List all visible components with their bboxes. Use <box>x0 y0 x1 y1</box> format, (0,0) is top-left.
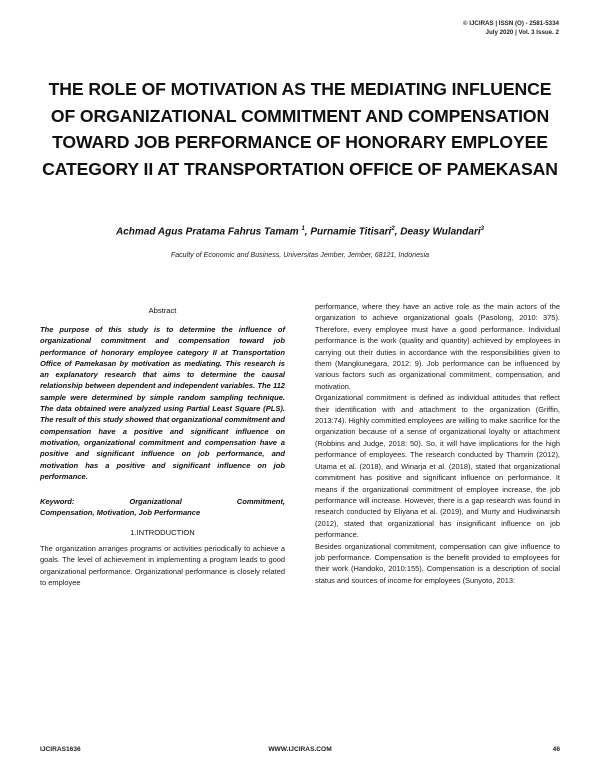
paragraph: The organization arranges programs or activities periodically to achieve a goals. The level of achievement in implementing a program leads to good organizational performance. Organizational performance is closely related to employee <box>40 543 285 587</box>
keyword-item: Commitment, <box>236 497 285 507</box>
author-name: Achmad Agus Pratama Fahrus Tamam <box>116 226 302 238</box>
author-list <box>40 226 560 237</box>
paragraph: Besides organizational commitment, compensation can give influence to job performance. Compensation is the benefit provided to employees for their work (Handoko, 2010:155). Compensation is a description of social status and sources of income for employees (Sunyoto, 2013: <box>315 541 560 585</box>
page-number: 46 <box>552 746 560 753</box>
keywords-label: Keyword: <box>40 497 75 507</box>
footer-website: WWW.IJCIRAS.COM <box>268 746 332 753</box>
journal-issue: July 2020 | Vol. 3 Issue. 2 <box>485 29 559 36</box>
paragraph: Organizational commitment is defined as individual attitudes that reflect their identification with and attachment to the organization (Griffin, 2013:74). Highly committed employees are willing to make sacrifice for the organization because of a sense of organizational loyalty or attachment (Robbins and Judge, 2018: 50). So, it will have implications for the high performance of employees. The research conducted by Thamrin (2012), Utama et al. (2018), and Winarja et al. (2018), stated that organizational commitment has positive and significant influence on performance. It means if the organizational commitment of employee increase, the job performance will increase. However, there is a gap research was found in research conducted by Eliyana et al. (2019), and Murty and Hudiwinarsih (2012), stated that organizational has insignificant influence on job performance. <box>315 393 560 540</box>
author-affiliation-mark: 2 <box>391 226 395 232</box>
keyword-item: Organizational <box>129 497 182 507</box>
abstract-text: The purpose of this study is to determine the influence of organizational commitment and compensation toward job performance of honorary employee category II at Transportation Office of Pamekasan by motivation as mediating. This research is an explanatory research that aims to determine the causal relationship between dependent and independent variables. The 112 sample were determined by simple random sampling technique. The data obtained were analyzed using Partial Least Square (PLS). The result of this study showed that organizational commitment and compensation have a positive and significant influence on motivation, organizational commitment and compensation have a positive and significant influence on job performance, and motivation has a positive and significant influence on job performance. <box>40 325 285 481</box>
left-column <box>40 306 285 588</box>
author-name: Deasy Wulandari <box>400 226 481 238</box>
abstract-heading: Abstract <box>148 306 177 315</box>
keywords <box>40 496 285 519</box>
journal-header <box>463 19 559 37</box>
author-affiliation-mark: 3 <box>480 226 484 232</box>
keyword-items-rest: Compensation, Motivation, Job Performance <box>40 508 201 518</box>
footer-paper-id: IJCIRAS1636 <box>40 746 81 753</box>
right-column <box>315 301 560 586</box>
author-separator: , <box>304 226 311 238</box>
paragraph: performance, where they have an active role as the main actors of the organization to achieve organizational goals (Pasolong, 2010: 375). Therefore, every employee must have a good performance. Individual performance is the work (quality and quantity) achieved by employees in carrying out their duties in accordance with the responsibilities given to them (Mangkunegara, 2012: 9). Job performance can be influenced by various factors such as organizational commitment, compensation, and motivation. <box>315 302 560 391</box>
author-affiliation-mark: 1 <box>301 226 305 232</box>
paper-title: THE ROLE OF MOTIVATION AS THE MEDIATING INFLUENCE OF ORGANIZATIONAL COMMITMENT AND COMPENSATION TOWARD JOB PERFORMANCE OF HONORARY EMPLOYEE CATEGORY II AT TRANSPORTATION OFFICE OF PAMEKASAN <box>42 79 558 179</box>
affiliation: Faculty of Economic and Business, Universitas Jember, Jember, 68121, Indonesia <box>170 251 430 259</box>
page-footer <box>40 746 560 758</box>
section-heading-introduction: 1.INTRODUCTION <box>130 527 195 537</box>
journal-issn: © IJCIRAS | ISSN (O) - 2581-5334 <box>462 20 559 27</box>
author-separator: , <box>394 226 401 238</box>
author-name: Purnamie Titisari <box>310 226 392 238</box>
